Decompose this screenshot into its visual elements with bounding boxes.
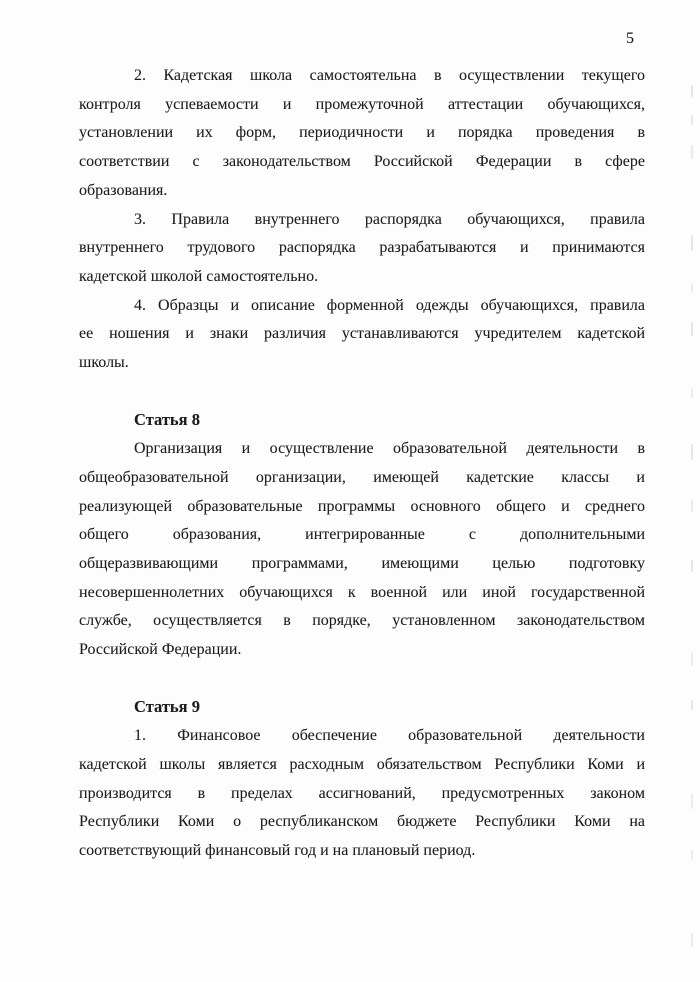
text-line: 4. Образцы и описание форменной одежды обучающихся, правила [134,296,645,314]
scan-artifact-mark [691,850,693,860]
article-heading: Статья 8 [134,410,200,430]
text-line: установлении их форм, периодичности и порядка проведения в [79,124,645,142]
text-line: контроля успеваемости и промежуточной аттестации обучающихся, [79,95,645,113]
paragraph [79,62,645,206]
text-line: ее ношения и знаки различия устанавливаются учредителем кадетской [79,325,645,343]
scan-artifact-mark [691,500,693,512]
text-line: кадетской школой самостоятельно. [79,267,319,285]
text-line: реализующей образовательные программы основного общего и среднего [79,497,645,515]
text-line: 3. Правила внутреннего распорядка обучающихся, правила [134,210,645,228]
paragraph [79,435,645,665]
page-number: 5 [626,30,634,47]
scan-artifact-mark [691,933,693,947]
article-heading: Статья 9 [134,697,200,717]
text-line: Российской Федерации. [79,641,242,659]
scan-artifact-mark [691,283,693,293]
text-line: службе, осуществляется в порядке, установленном законодательством [79,612,645,630]
text-line: общеразвивающими программами, имеющими целью подготовку [79,554,645,572]
scan-artifact-mark [691,652,693,666]
text-line: образования. [79,181,168,199]
text-line: общего образования, интегрированные с дополнительными [79,526,645,544]
paragraph [79,206,645,292]
text-line: школы. [79,354,129,372]
text-line: Республики Коми о республиканском бюджете Республики Коми на [79,813,645,831]
scan-artifact-mark [691,115,693,125]
text-line: общеобразовательной организации, имеющей кадетские классы и [79,468,645,486]
paragraph [79,722,645,866]
text-line: 2. Кадетская школа самостоятельна в осуществлении текущего [134,67,645,84]
scan-artifact-mark [691,85,693,97]
document-body [79,62,645,866]
scan-artifact-mark [691,793,693,809]
text-line: 1. Финансовое обеспечение образовательной деятельности [134,727,645,745]
text-line: производится в пределах ассигнований, предусмотренных законом [79,784,645,802]
scan-artifact-mark [691,560,693,572]
scan-artifact-mark [691,235,693,251]
text-line: соответствии с законодательством Российской Федерации в сфере [79,153,645,171]
text-line: соответствующий финансовый год и на плановый период. [79,841,476,859]
text-line: внутреннего трудового распорядка разрабатываются и принимаются [79,239,645,257]
scan-artifact-mark [691,444,693,460]
scan-artifact-mark [691,145,693,159]
text-line: Организация и осуществление образовательной деятельности в [134,440,645,458]
text-line: несовершеннолетних обучающихся к военной или иной государственной [79,583,645,601]
scan-artifact-mark [691,700,693,710]
scan-artifact-mark [691,322,693,336]
paragraph [79,292,645,378]
text-line: кадетской школы является расходным обязательством Республики Коми и [79,755,645,773]
scan-artifact-mark [691,388,693,398]
